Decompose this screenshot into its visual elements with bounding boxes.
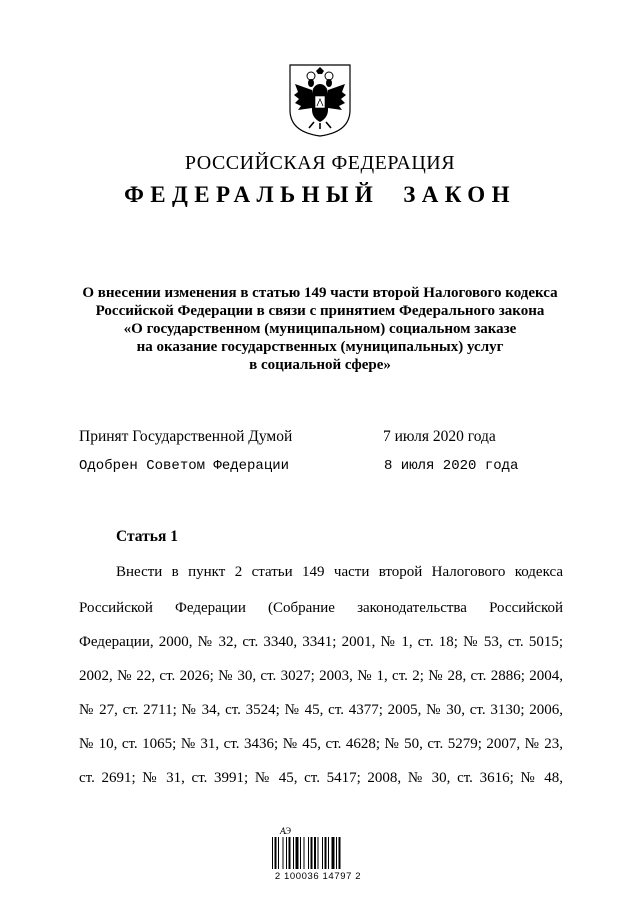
council-date: 8 июля 2020 года	[384, 458, 519, 474]
article-text-line: Федерации, 2000, № 32, ст. 3340, 3341; 2001, № 1, ст. 18; № 53, ст. 5015;	[79, 634, 563, 650]
duma-date: 7 июля 2020 года	[383, 428, 496, 445]
council-approval-row	[79, 458, 569, 474]
article-text-line: 2002, № 22, ст. 2026; № 30, ст. 3027; 2003, № 1, ст. 2; № 28, ст. 2886; 2004,	[79, 668, 563, 684]
barcode-bar	[314, 837, 316, 869]
title-line: в социальной сфере»	[249, 357, 391, 373]
barcode-bar	[286, 837, 287, 869]
barcode-bar	[318, 837, 319, 869]
barcode-bar	[332, 837, 335, 869]
article-text-line: № 10, ст. 1065; № 31, ст. 3436; № 45, ст. 4628; № 50, ст. 5279; 2007, № 23,	[79, 736, 563, 752]
barcode-bar	[293, 837, 294, 869]
barcode-bar	[308, 837, 309, 869]
barcode-mark: АЭ	[280, 826, 291, 836]
title-line: Российской Федерации в связи с принятием Федерального закона	[95, 303, 545, 319]
duma-label: Принят Государственной Думой	[79, 428, 293, 445]
barcode-bar	[311, 837, 313, 869]
law-title	[60, 284, 580, 374]
barcode-bar	[339, 837, 341, 869]
barcode-bar	[272, 837, 273, 869]
duma-adoption-row	[79, 428, 569, 446]
barcode-bar	[304, 837, 305, 869]
country-name: РОССИЙСКАЯ ФЕДЕРАЦИЯ	[184, 152, 456, 174]
barcode-bar	[325, 837, 327, 869]
article-text-line: ст. 2691; № 31, ст. 3991; № 45, ст. 5417; 2008, № 30, ст. 3616; № 48,	[79, 770, 563, 786]
barcode-bar	[296, 837, 299, 869]
barcode-bar	[278, 837, 279, 869]
article-text-line: Российской Федерации (Собрание законодательства Российской	[79, 600, 563, 616]
barcode-bar	[289, 837, 291, 869]
council-label: Одобрен Советом Федерации	[79, 458, 290, 474]
title-line: «О государственном (муниципальном) социальном заказе	[123, 321, 517, 337]
article-heading: Статья 1	[116, 528, 178, 545]
law-type-heading	[0, 182, 640, 208]
barcode-bar	[328, 837, 329, 869]
law-type-word-1: ФЕДЕРАЛЬНЫЙ	[124, 182, 380, 207]
article-text-line: № 27, ст. 2711; № 34, ст. 3524; № 45, ст. 4377; 2005, № 30, ст. 3130; 2006,	[79, 702, 563, 718]
title-line: на оказание государственных (муниципальных) услуг	[136, 339, 504, 355]
coat-of-arms-icon	[287, 62, 353, 138]
barcode-bar	[275, 837, 277, 869]
barcode-bar	[336, 837, 337, 869]
document-barcode	[258, 826, 378, 882]
barcode-number: 2 100036 14797 2	[274, 871, 362, 882]
barcode-icon	[272, 837, 362, 869]
barcode-bar	[283, 837, 284, 869]
title-line: О внесении изменения в статью 149 части второй Налогового кодекса	[82, 285, 558, 301]
barcode-bar	[300, 837, 301, 869]
article-text-line: Внести в пункт 2 статьи 149 части второй Налогового кодекса	[116, 564, 563, 580]
law-type-word-2: ЗАКОН	[403, 182, 516, 207]
barcode-bar	[322, 837, 323, 869]
